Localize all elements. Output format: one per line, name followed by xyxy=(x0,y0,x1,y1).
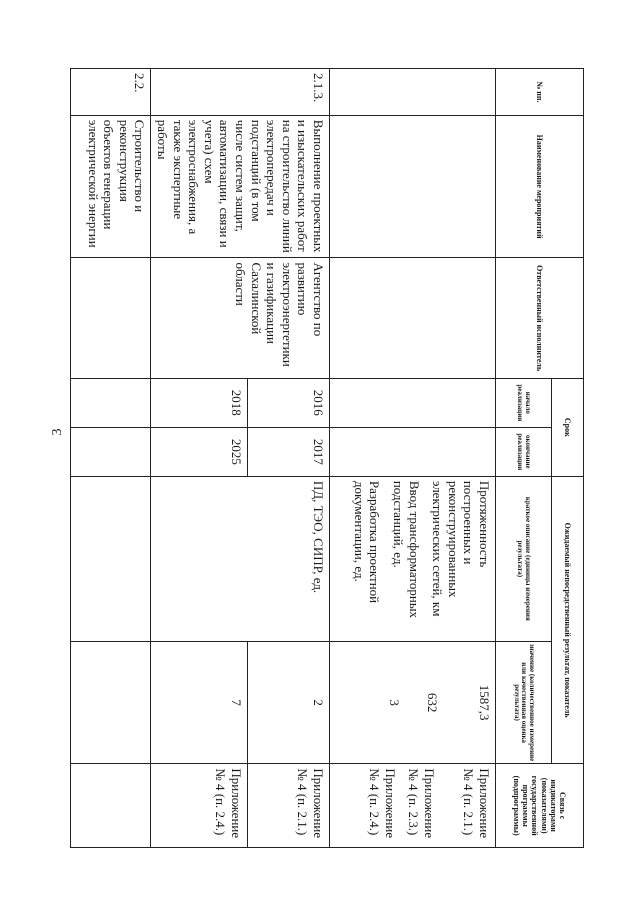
cont-end-cell xyxy=(330,427,496,476)
row-2-1-3-link-1: Приложение № 4 (п. 2.1.) xyxy=(247,764,329,848)
table-row-2-2 xyxy=(71,69,151,848)
cont-executor-cell xyxy=(330,258,496,378)
header-start: начало реализации xyxy=(496,378,552,427)
cont-start-cell xyxy=(330,378,496,427)
header-name: Наименование мероприятий xyxy=(496,115,584,258)
rotated-table-container xyxy=(76,68,584,848)
row-2-2-start xyxy=(71,378,151,427)
row-2-2-name: Строительство и реконструкция объектов генерации электрической энергии xyxy=(71,115,151,258)
row-2-1-3-num: 2.1.3. xyxy=(151,69,330,116)
row-2-1-3-value-2: 7 xyxy=(151,641,247,764)
result-link: Приложение № 4 (п. 2.4.) xyxy=(367,768,398,839)
header-end: окончание реализации xyxy=(496,427,552,476)
cont-link-cell xyxy=(330,764,496,848)
header-link: Связь с индикаторами (показателями) государственной программы (подпрограммы) xyxy=(496,764,584,848)
header-desc: краткое описание (единицы измерения результата) xyxy=(496,476,552,641)
row-2-1-3-start-1: 2016 xyxy=(247,378,329,427)
row-2-1-3-end-2: 2025 xyxy=(151,427,247,476)
cont-value-cell xyxy=(330,641,496,764)
result-value: 1587,3 xyxy=(477,684,492,721)
row-2-2-num: 2.2. xyxy=(71,69,151,116)
header-executor: Ответственный исполнитель xyxy=(496,258,584,378)
header-term: Срок xyxy=(552,378,584,476)
header-num: № пп. xyxy=(496,69,584,116)
row-2-1-3-link-2: Приложение № 4 (п. 2.4.) xyxy=(151,764,247,848)
cont-name-cell xyxy=(330,115,496,258)
row-2-1-3-desc: ПД, ТЭО, СИПР, ед. xyxy=(151,476,330,641)
result-value: 3 xyxy=(387,699,402,706)
cont-num-cell xyxy=(330,69,496,116)
cont-desc-cell xyxy=(330,476,496,641)
header-value: значение (количественное измерение или качественная оценка результата) xyxy=(496,641,552,764)
row-2-1-3-value-1: 2 xyxy=(247,641,329,764)
row-2-1-3-name: Выполнение проектных и изыскательских работ на строительство линий электропередач и подстанций (в том числе систем защит, автоматизации, связи и учета) схем электроснабжения, а также экспертные работы xyxy=(151,115,330,258)
table-row-continuation xyxy=(330,69,496,848)
row-2-2-link xyxy=(71,764,151,848)
row-2-2-value xyxy=(71,641,151,764)
row-2-2-end xyxy=(71,427,151,476)
row-2-2-executor xyxy=(71,258,151,378)
result-desc: Протяженность построенных и реконструированных электрических сетей, км xyxy=(430,480,492,617)
result-desc: Ввод трансформаторных подстанций, ед. xyxy=(391,480,422,619)
row-2-1-3-start-2: 2018 xyxy=(151,378,247,427)
result-link: Приложение № 4 (п. 2.3.) xyxy=(406,768,437,839)
measures-table xyxy=(70,68,584,848)
row-2-1-3-end-1: 2017 xyxy=(247,427,329,476)
result-link: Приложение № 4 (п. 2.1.) xyxy=(461,768,492,839)
header-result: Ожидаемый непосредственный результат, показатель xyxy=(552,476,584,764)
row-2-1-3-executor: Агентство по развитию электроэнергетики и газификации Сахалинской области xyxy=(151,258,330,378)
result-desc: Разработка проектной документации, ед. xyxy=(351,480,383,604)
table-row-2-1-3 xyxy=(247,69,329,848)
page-number: 3 xyxy=(50,428,65,436)
result-value: 632 xyxy=(425,692,440,713)
row-2-2-desc xyxy=(71,476,151,641)
